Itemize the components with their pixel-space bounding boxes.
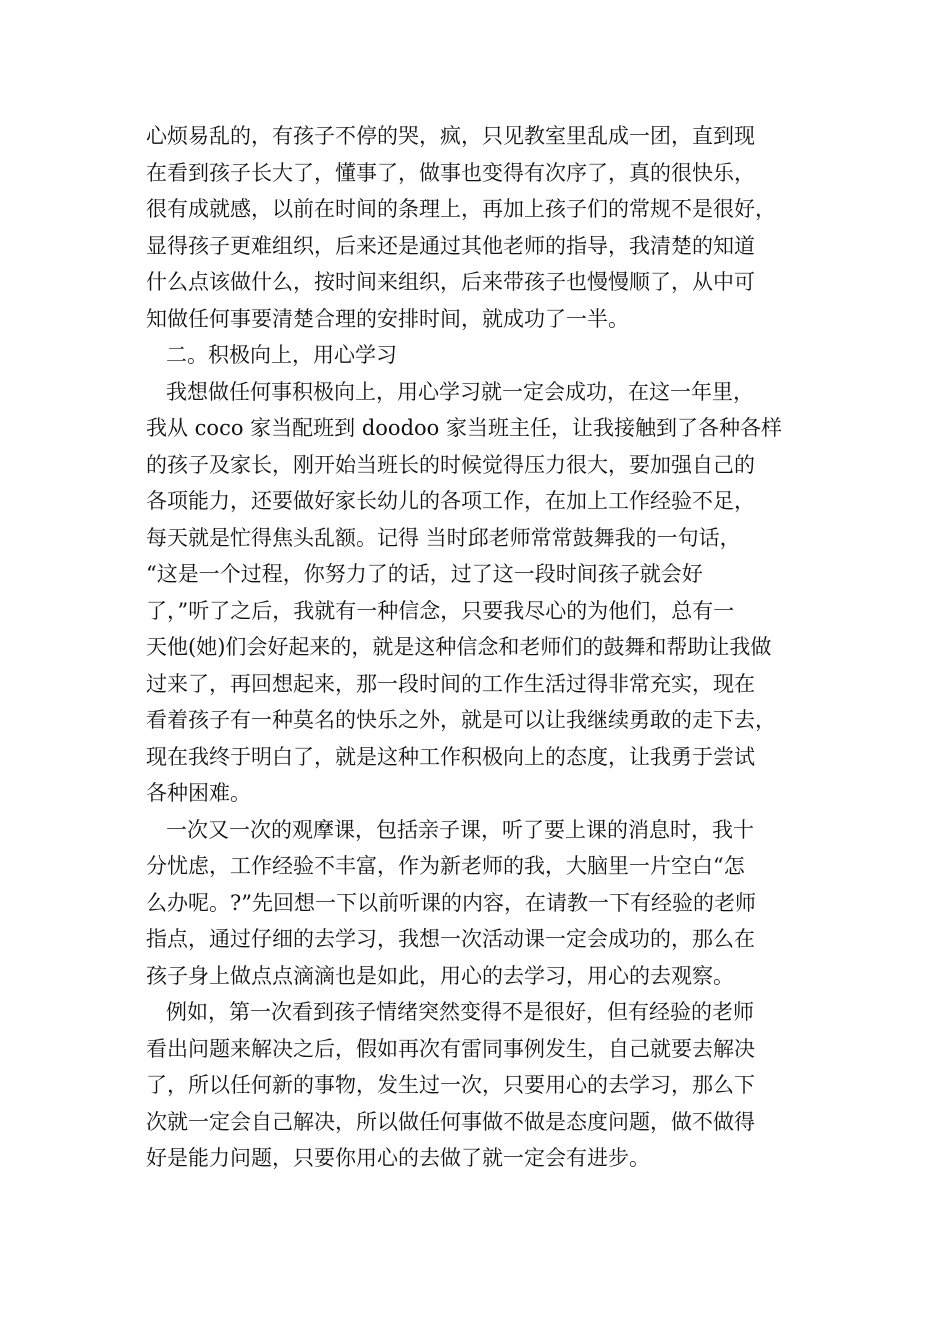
text-line: 的孩子及家长，刚开始当班长的时候觉得压力很大，要加强自己的 xyxy=(146,452,755,477)
text-line: 在看到孩子长大了，懂事了，做事也变得有次序了，真的很快乐， xyxy=(146,160,755,185)
text-line: 了，所以任何新的事物，发生过一次，只要用心的去学习，那么下 xyxy=(146,1073,755,1097)
text-line: 显得孩子更难组织，后来还是通过其他老师的指导，我清楚的知道 xyxy=(146,233,755,258)
text-line: “这是一个过程，你努力了的话，过了这一段时间孩子就会好 xyxy=(146,562,703,586)
text-line: 每天就是忙得焦头乱额。记得 当时邱老师常常鼓舞我的一句话， xyxy=(146,525,741,550)
text-line: 了，”听了之后，我就有一种信念，只要我尽心的为他们，总有一 xyxy=(146,598,735,623)
text-line: 看出问题来解决之后，假如再次有雷同事例发生，自己就要去解决 xyxy=(146,1036,755,1061)
text-line: 什么点该做什么，按时间来组织，后来带孩子也慢慢顺了，从中可 xyxy=(146,270,755,294)
text-line: 各项能力，还要做好家长幼儿的各项工作，在加上工作经验不足， xyxy=(146,489,755,513)
text-line: 很有成就感，以前在时间的条理上，再加上孩子们的常规不是很好， xyxy=(146,197,776,221)
text-line: 好是能力问题，只要你用心的去做了就一定会有进步。 xyxy=(146,1146,650,1170)
text-line: 分忧虑，工作经验不丰富，作为新老师的我，大脑里一片空白“怎 xyxy=(146,854,745,878)
text-line: 例如，第一次看到孩子情绪突然变得不是很好，但有经验的老师 xyxy=(166,1000,754,1024)
text-line: 次就一定会自己解决，所以做任何事做不做是态度问题，做不做得 xyxy=(146,1109,755,1134)
text-line: 指点，通过仔细的去学习，我想一次活动课一定会成功的，那么在 xyxy=(146,927,755,951)
text-line: 天他(她)们会好起来的，就是这种信念和老师们的鼓舞和帮助让我做 xyxy=(146,635,772,659)
text-line: 各种困难。 xyxy=(146,781,251,805)
text-line: 二。积极向上，用心学习 xyxy=(166,343,397,367)
text-line: 一次又一次的观摩课，包括亲子课，听了要上课的消息时，我十 xyxy=(166,817,754,842)
text-line: 我想做任何事积极向上，用心学习就一定会成功，在这一年里， xyxy=(166,379,754,404)
document-body xyxy=(146,118,836,1177)
text-line: 过来了，再回想起来，那一段时间的工作生活过得非常充实，现在 xyxy=(146,671,755,696)
text-line: 么办呢。?”先回想一下以前听课的内容，在请教一下有经验的老师 xyxy=(146,890,756,915)
text-line: 看着孩子有一种莫名的快乐之外，就是可以让我继续勇敢的走下去， xyxy=(146,708,776,732)
text-line: 孩子身上做点点滴滴也是如此，用心的去学习，用心的去观察。 xyxy=(146,963,734,988)
text-line: 现在我终于明白了，就是这种工作积极向上的态度，让我勇于尝试 xyxy=(146,744,755,769)
text-line: 我从 coco 家当配班到 doodoo 家当班主任，让我接触到了各种各样 xyxy=(146,416,782,440)
text-line: 心烦易乱的，有孩子不停的哭，疯，只见教室里乱成一团，直到现 xyxy=(146,124,755,148)
text-line: 知做任何事要清楚合理的安排时间，就成功了一半。 xyxy=(146,306,629,331)
